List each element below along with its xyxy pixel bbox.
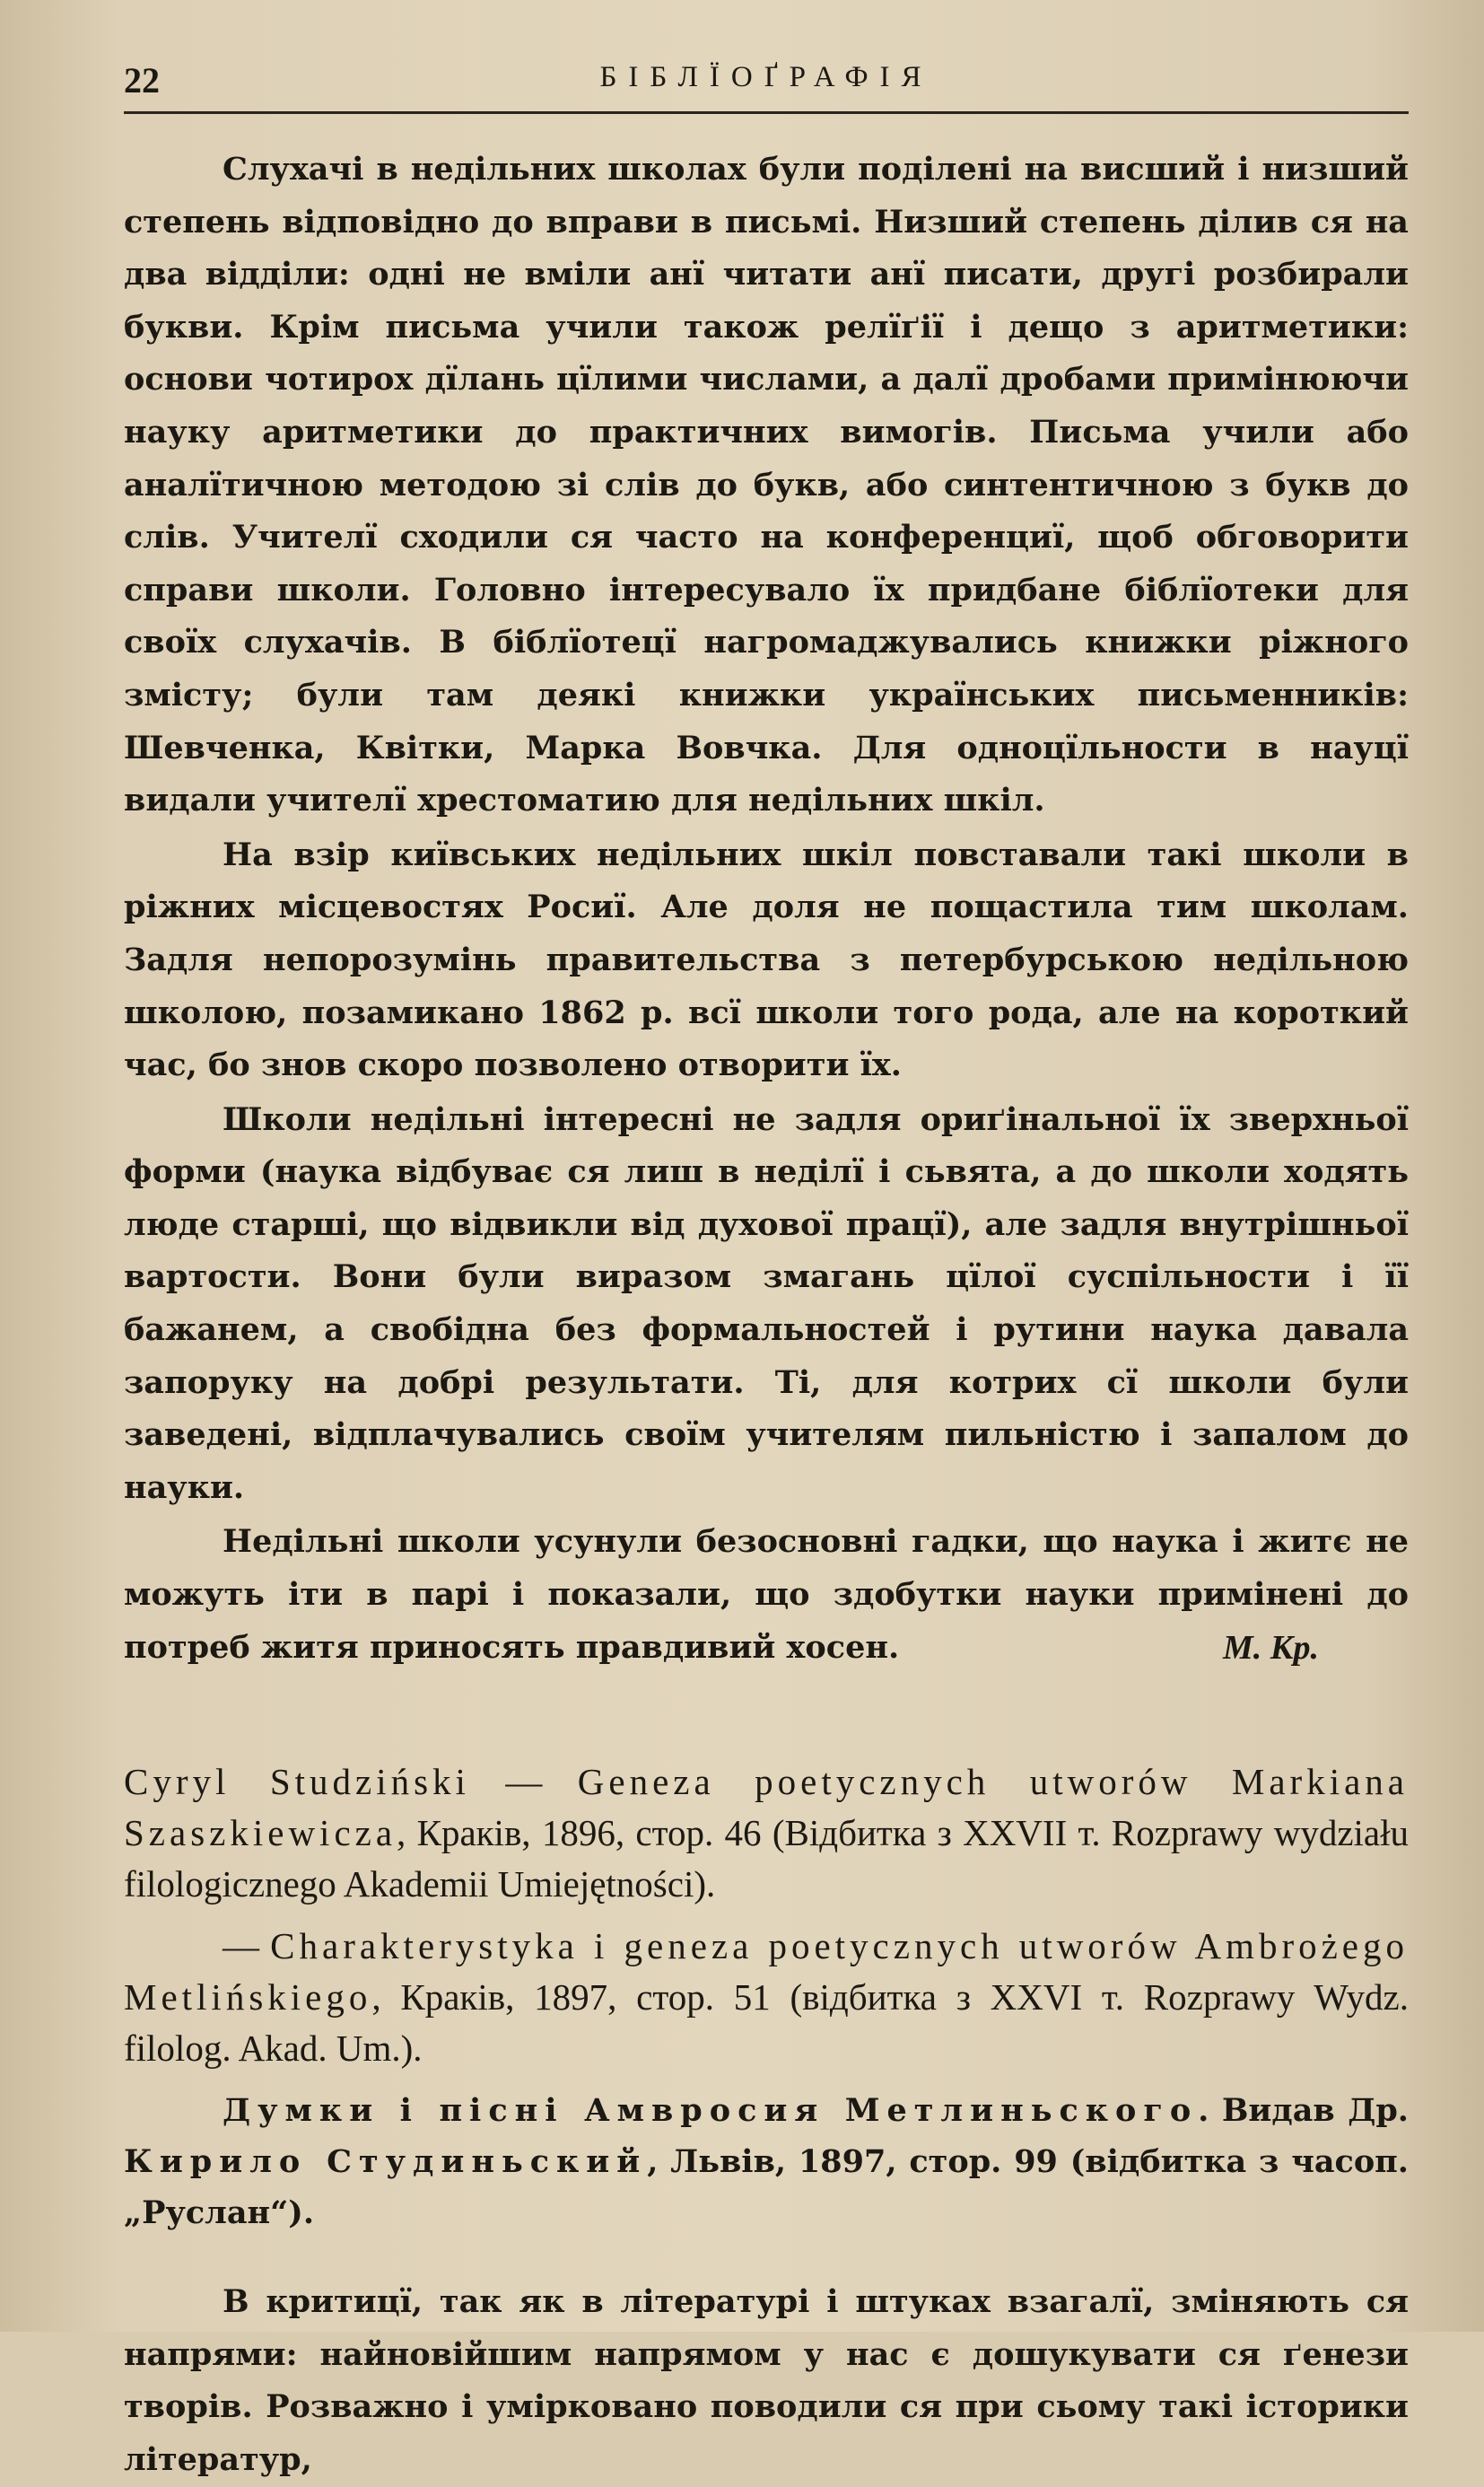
page-header — [124, 56, 1409, 114]
paragraph: На взір київських недільних шкіл повставали такі школи в ріжних місцевостях Росиї. Але доля не пощастила тим школам. Задля непорозумінь правительства з петербурською недільною школою, позамикано 1862 р. всї школи того рода, але на короткий час, бо знов скоро позволено отворити їх. — [124, 836, 1409, 1084]
running-title: БІБЛЇОҐРАФІЯ — [599, 61, 933, 93]
review-text — [124, 144, 1409, 1674]
review-text-2 — [124, 2276, 1409, 2486]
paragraph: Школи недільні інтересні не задля ориґінальної їх зверхньої форми (наука відбуває ся лиш в неділї і сьвята, а до школи ходять люде старші, що відвикли від духової працї), але задля внутрішньої вартости. Вони були виразом змагань цїлої суспільности і її бажанем, а свобідна без формальностей і рутини наука давала запоруку на добрі результати. Ті, для котрих сї школи були заведені, відплачувались своїм учителям пильністю і запалом до науки. — [124, 1100, 1409, 1506]
paragraph: В критицї, так як в літературі і штуках взагалї, зміняють ся напрями: найновійшим напрямом у нас є дошукувати ся ґенези творів. Розважно і умірковано поводили ся при сьому такі історики літератур, — [124, 2283, 1409, 2478]
bib-entry-studzinski-1 — [124, 1756, 1409, 1910]
bib-editor-prefix: . Видав Др. — [1198, 2092, 1409, 2130]
bib-entry-metlynsky — [124, 2085, 1409, 2238]
bib-dash: — — [469, 1761, 578, 1803]
bib-details: , Львів, 1897, стор. 99 (відбитка з часоп. „Руслан“). — [124, 2143, 1409, 2232]
bib-dash: — — [223, 1925, 271, 1967]
paragraph: Слухачі в недільних школах були поділені на висший і низший степень відповідно до вправи в письмі. Низший степень ділив ся на два відділи: одні не вміли анї читати анї писати, другі розбирали букви. Крім письма учили також релїґії і дещо з аритметики: основи чотирох дїлань цїлими числами, а далї дробами примінюючи науку аритметики до практичних вимогів. Письма учили або аналїтичною методою зі слів до букв, або синтентичною з букв до слів. Учителї сходили ся часто на конференциї, щоб обговорити справи школи. Головно інтересувало їх придбане біблїотеки для своїх слухачів. В біблїотецї нагромаджувались книжки ріжного змісту; були там деякі книжки українських письменників: Шевченка, Квітки, Марка Вовчка. Для одноцїльности в науцї видали учителї хрестоматию для недільних шкіл. — [124, 151, 1409, 819]
bib-editor: Кирило Студиньский — [124, 2143, 648, 2181]
bib-author: Cyryl Studziński — [124, 1761, 470, 1803]
bib-title: Geneza poetycznych utworów Markiana Szaszkiewicza — [124, 1761, 1409, 1854]
page-number: 22 — [124, 60, 160, 101]
final-paragraph-text: Недільні школи усунули безосновні гадки, що наука і житє не можуть іти в парі і показали, що здобутки науки примінені до потреб житя приносять правдивий хосен. — [124, 1523, 1409, 1666]
bib-title: Думки і пісні Амвросия Метлиньского — [223, 2092, 1199, 2130]
bibliography — [124, 1756, 1409, 2238]
bib-title: Charakterystyka i geneza poetycznych utworów Ambrożego Metlińskiego — [124, 1925, 1409, 2018]
bib-details: , Краків, 1896, стор. 46 (Відбитка з XXVII т. Rozprawy wydziału filologicznego Akademii Umiejętności). — [124, 1812, 1409, 1905]
page-body — [124, 144, 1409, 2487]
final-paragraph — [124, 1516, 1409, 1674]
review-signature: М. Кр. — [1222, 1628, 1319, 1667]
bib-entry-studzinski-2 — [124, 1921, 1409, 2074]
bib-details: , Краків, 1897, стор. 51 (відбитка з XXVI т. Rozprawy Wydz. filolog. Akad. Um.). — [124, 1976, 1409, 2070]
